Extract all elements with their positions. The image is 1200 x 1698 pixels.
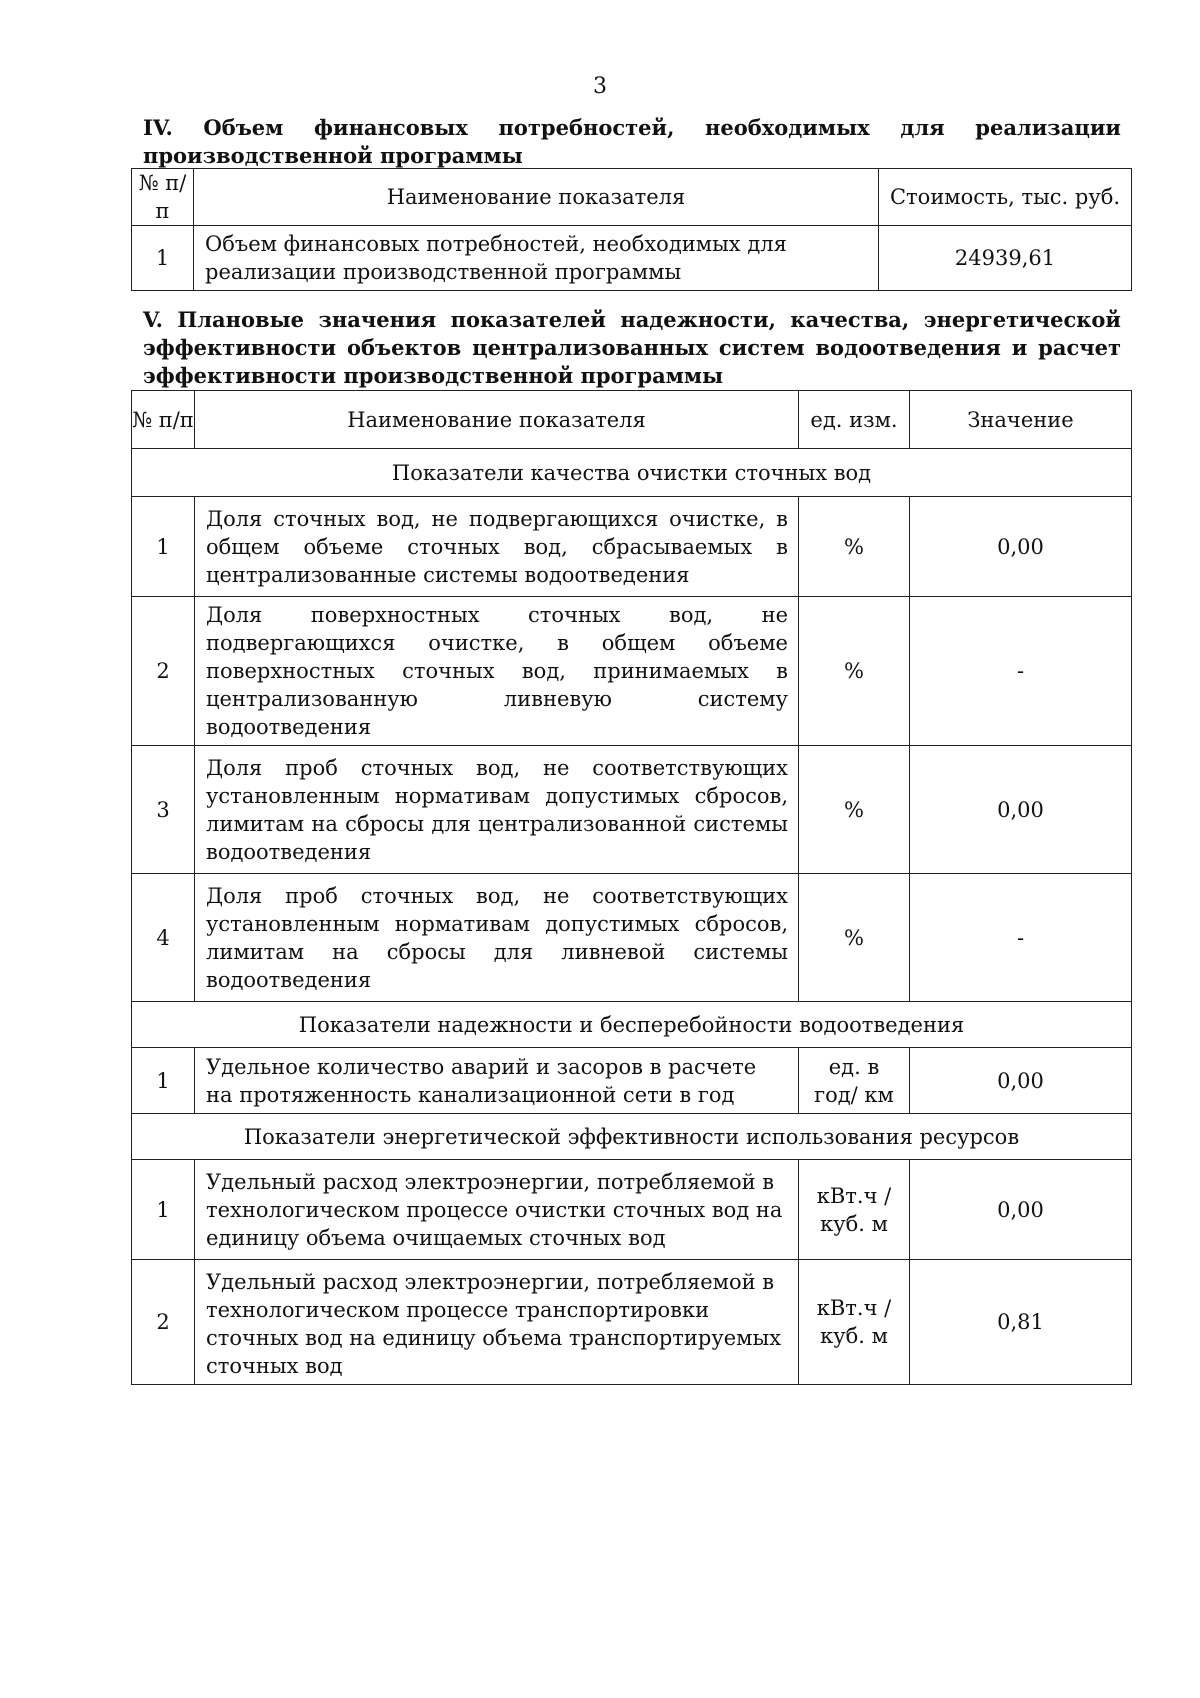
table-row: [132, 1160, 1132, 1260]
group-row: [132, 1114, 1132, 1160]
row-unit: %: [799, 497, 910, 597]
row-name: Удельное количество аварий и засоров в расчете на протяженность канализационной сети в год: [195, 1048, 799, 1114]
row-name: Удельный расход электроэнергии, потребляемой в технологическом процессе очистки сточных вод на единицу объема очищаемых сточных вод: [195, 1160, 799, 1260]
row-name: Удельный расход электроэнергии, потребляемой в технологическом процессе транспортировки сточных вод на единицу объема транспортируемых сточных вод: [195, 1260, 799, 1385]
row-name: Доля сточных вод, не подвергающихся очистке, в общем объеме сточных вод, сбрасываемых в централизованные системы водоотведения: [195, 497, 799, 597]
row-name: Доля проб сточных вод, не соответствующих установленным нормативам допустимых сбросов, лимитам на сбросы для централизованной системы водоотведения: [195, 746, 799, 874]
header-value: Значение: [910, 391, 1132, 449]
row-value: 0,00: [910, 746, 1132, 874]
row-unit: ед. в год/ км: [799, 1048, 910, 1114]
financial-needs-table: [131, 168, 1132, 291]
row-name: Объем финансовых потребностей, необходимых для реализации производственной программы: [194, 226, 879, 291]
row-num: 1: [132, 1160, 195, 1260]
header-unit: ед. изм.: [799, 391, 910, 449]
table-row: [132, 746, 1132, 874]
row-value: -: [910, 597, 1132, 746]
table-row: [132, 597, 1132, 746]
table-row: [132, 1260, 1132, 1385]
row-unit: %: [799, 874, 910, 1002]
table-row: [132, 1048, 1132, 1114]
indicators-table: [131, 390, 1132, 1385]
header-num: № п/п: [132, 391, 195, 449]
group-title-reliability: Показатели надежности и бесперебойности водоотведения: [132, 1002, 1132, 1048]
header-cost: Стоимость, тыс. руб.: [879, 169, 1132, 226]
row-value: 0,00: [910, 1048, 1132, 1114]
row-value: -: [910, 874, 1132, 1002]
row-num: 1: [132, 226, 194, 291]
group-row: [132, 1002, 1132, 1048]
row-num: 1: [132, 497, 195, 597]
section-5-title: V. Плановые значения показателей надежности, качества, энергетической эффективности объектов централизованных систем водоотведения и расчет эффективности производственной программы: [143, 307, 1121, 388]
header-name: Наименование показателя: [195, 391, 799, 449]
table-row: [132, 497, 1132, 597]
row-num: 2: [132, 597, 195, 746]
row-unit: %: [799, 746, 910, 874]
row-unit: кВт.ч / куб. м: [799, 1160, 910, 1260]
row-unit: %: [799, 597, 910, 746]
table-header-row: [132, 169, 1132, 226]
table-row: [132, 874, 1132, 1002]
row-num: 2: [132, 1260, 195, 1385]
table-header-row: [132, 391, 1132, 449]
row-value: 0,00: [910, 1160, 1132, 1260]
section-4-title: IV. Объем финансовых потребностей, необходимых для реализации производственной программы: [143, 115, 1121, 168]
row-cost: 24939,61: [879, 226, 1132, 291]
group-title-quality: Показатели качества очистки сточных вод: [132, 449, 1132, 497]
group-row: [132, 449, 1132, 497]
row-value: 0,00: [910, 497, 1132, 597]
header-num: № п/п: [132, 169, 194, 226]
row-unit: кВт.ч / куб. м: [799, 1260, 910, 1385]
row-name: Доля проб сточных вод, не соответствующих установленным нормативам допустимых сбросов, лимитам на сбросы для ливневой системы водоотведения: [195, 874, 799, 1002]
row-num: 3: [132, 746, 195, 874]
row-num: 1: [132, 1048, 195, 1114]
table-row: [132, 226, 1132, 291]
group-title-energy: Показатели энергетической эффективности использования ресурсов: [132, 1114, 1132, 1160]
row-name: Доля поверхностных сточных вод, не подвергающихся очистке, в общем объеме поверхностных сточных вод, принимаемых в централизованную ливневую систему водоотведения: [195, 597, 799, 746]
page-number: 3: [593, 74, 607, 99]
row-value: 0,81: [910, 1260, 1132, 1385]
row-num: 4: [132, 874, 195, 1002]
header-name: Наименование показателя: [194, 169, 879, 226]
